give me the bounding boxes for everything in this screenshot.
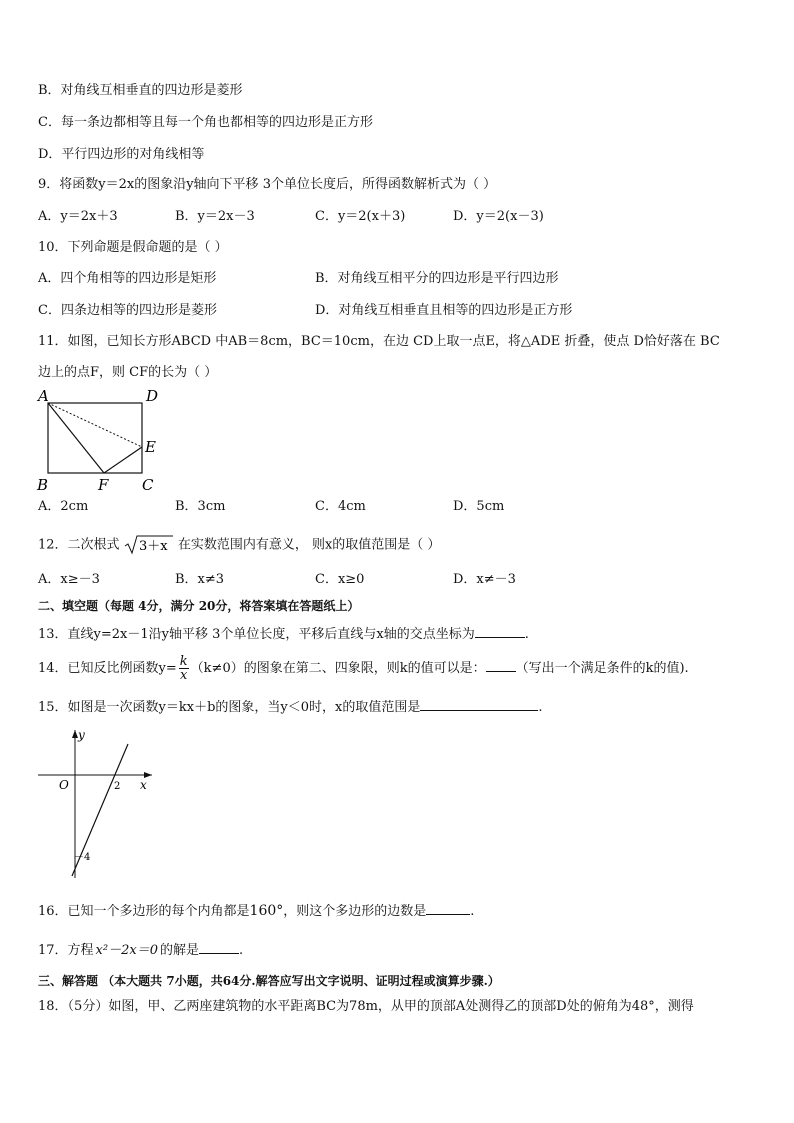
q9-option-c: C．y＝2(x＋3) (315, 209, 406, 224)
y-axis-label: y (78, 728, 85, 742)
q9-option-b: B．y＝2x－3 (175, 209, 255, 224)
fraction-k-over-x (179, 655, 189, 682)
q9-option-d: D．y＝2(x－3) (453, 209, 544, 224)
q11-option-d: D．5cm (453, 499, 505, 514)
fraction-numerator: k (179, 654, 188, 669)
q9-stem: 9．将函数y＝2x的图象沿y轴向下平移 3个单位长度后，所得函数解析式为（ ） (38, 177, 497, 192)
q10-option-b: B．对角线互相平分的四边形是平行四边形 (315, 271, 559, 286)
angle-value: 160° (249, 903, 284, 919)
q8-option-d: D．平行四边形的对角线相等 (38, 147, 205, 162)
label-a: A (38, 387, 49, 405)
q17-stem: 17．方程 x²－2x＝0 的解是 . (38, 943, 244, 958)
label-c: C (142, 476, 154, 494)
q12-stem-pre: 12．二次根式 (38, 537, 120, 553)
equation: x²－2x＝0 (95, 943, 158, 958)
dashed-segment-ae (48, 403, 142, 447)
q10-option-a: A．四个角相等的四边形是矩形 (38, 271, 217, 286)
q12-option-d: D．x≠－3 (453, 572, 516, 587)
label-e: E (145, 438, 156, 456)
q11-option-b: B．3cm (175, 499, 226, 514)
q15-text: 15．如图是一次函数y＝kx＋b的图象，当y＜0时，x的取值范围是 (38, 700, 421, 715)
answer-blank[interactable] (199, 941, 239, 954)
origin-label: O (59, 778, 69, 792)
q12-option-c: C．x≥0 (315, 572, 365, 587)
segment-fe (104, 447, 142, 473)
q12-option-a: A．x≥－3 (38, 572, 100, 587)
q12-option-b: B．x≠3 (175, 572, 225, 587)
section-3-heading: 三、解答题 （本大题共 7小题，共64分.解答应写出文字说明、证明过程或演算步骤.） (38, 974, 500, 988)
q11-stem-line1: 11．如图，已知长方形ABCD 中AB＝8cm，BC＝10cm，在边 CD上取一点E，将△ADE 折叠，使点 D恰好落在 BC (38, 334, 720, 349)
q17-post: 的解是 (159, 943, 199, 958)
answer-blank[interactable] (420, 698, 538, 711)
answer-blank[interactable] (475, 625, 525, 638)
radicand: 3＋x (138, 539, 168, 554)
q10-option-d: D．对角线互相垂直且相等的四边形是正方形 (315, 303, 573, 318)
q9-option-a: A．y＝2x＋3 (38, 209, 118, 224)
q8-option-b: B．对角线互相垂直的四边形是菱形 (38, 83, 243, 98)
q18-stem: 18．（5分）如图，甲、乙两座建筑物的水平距离BC为78m，从甲的顶部A处测得乙的顶部D处的俯角为48°，测得 (38, 999, 694, 1014)
x-axis-label: x (140, 778, 147, 792)
q13-text: 13．直线y=2x－1沿y轴平移 3个单位长度，平移后直线与x轴的交点坐标为 (38, 627, 475, 642)
q11-stem-line2: 边上的点F，则 CF的长为（ ） (38, 365, 218, 380)
y-intercept-label: －4 (74, 852, 91, 863)
q13-stem: 13．直线y=2x－1沿y轴平移 3个单位长度，平移后直线与x轴的交点坐标为 . (38, 627, 529, 642)
section-2-heading: 二、填空题（每题 4分，满分 20分，将答案填在答题纸上） (38, 599, 360, 613)
q16-stem: 16．已知一个多边形的每个内角都是160°，则这个多边形的边数是 . (38, 903, 475, 919)
q17-pre: 17．方程 (38, 943, 94, 958)
q16-pre: 16．已知一个多边形的每个内角都是 (38, 904, 250, 919)
radical-sign (124, 535, 174, 555)
fraction-denominator: x (180, 668, 188, 683)
sqrt-expression (124, 535, 174, 555)
label-b: B (37, 476, 49, 494)
q15-linear-function-graph (34, 726, 156, 882)
q10-option-c: C．四条边相等的四边形是菱形 (38, 303, 217, 318)
q12-stem (38, 535, 440, 555)
segment-af (48, 403, 104, 473)
label-f: F (98, 476, 109, 494)
q11-option-a: A．2cm (38, 499, 89, 514)
answer-blank[interactable] (486, 659, 516, 672)
label-d: D (146, 387, 159, 405)
q11-rectangle-figure (34, 386, 164, 494)
q11-option-c: C．4cm (315, 499, 366, 514)
q10-stem: 10．下列命题是假命题的是（ ） (38, 240, 228, 255)
q14-cond: （k≠0）的图象在第二、四象限，则k的值可以是： (190, 661, 486, 676)
q12-stem-post: 在实数范围内有意义， 则x的取值范围是（ ） (177, 537, 441, 553)
q16-post: ，则这个多边形的边数是 (283, 904, 427, 919)
q14-stem (38, 655, 689, 682)
answer-blank[interactable] (426, 902, 470, 915)
q8-option-c: C．每一条边都相等且每一个角也都相等的四边形是正方形 (38, 115, 373, 130)
q14-pre: 14．已知反比例函数y= (38, 661, 177, 676)
q14-post: （写出一个满足条件的k的值). (515, 661, 689, 676)
q15-stem: 15．如图是一次函数y＝kx＋b的图象，当y＜0时，x的取值范围是 . (38, 700, 543, 715)
x-intercept-label: 2 (114, 781, 121, 792)
